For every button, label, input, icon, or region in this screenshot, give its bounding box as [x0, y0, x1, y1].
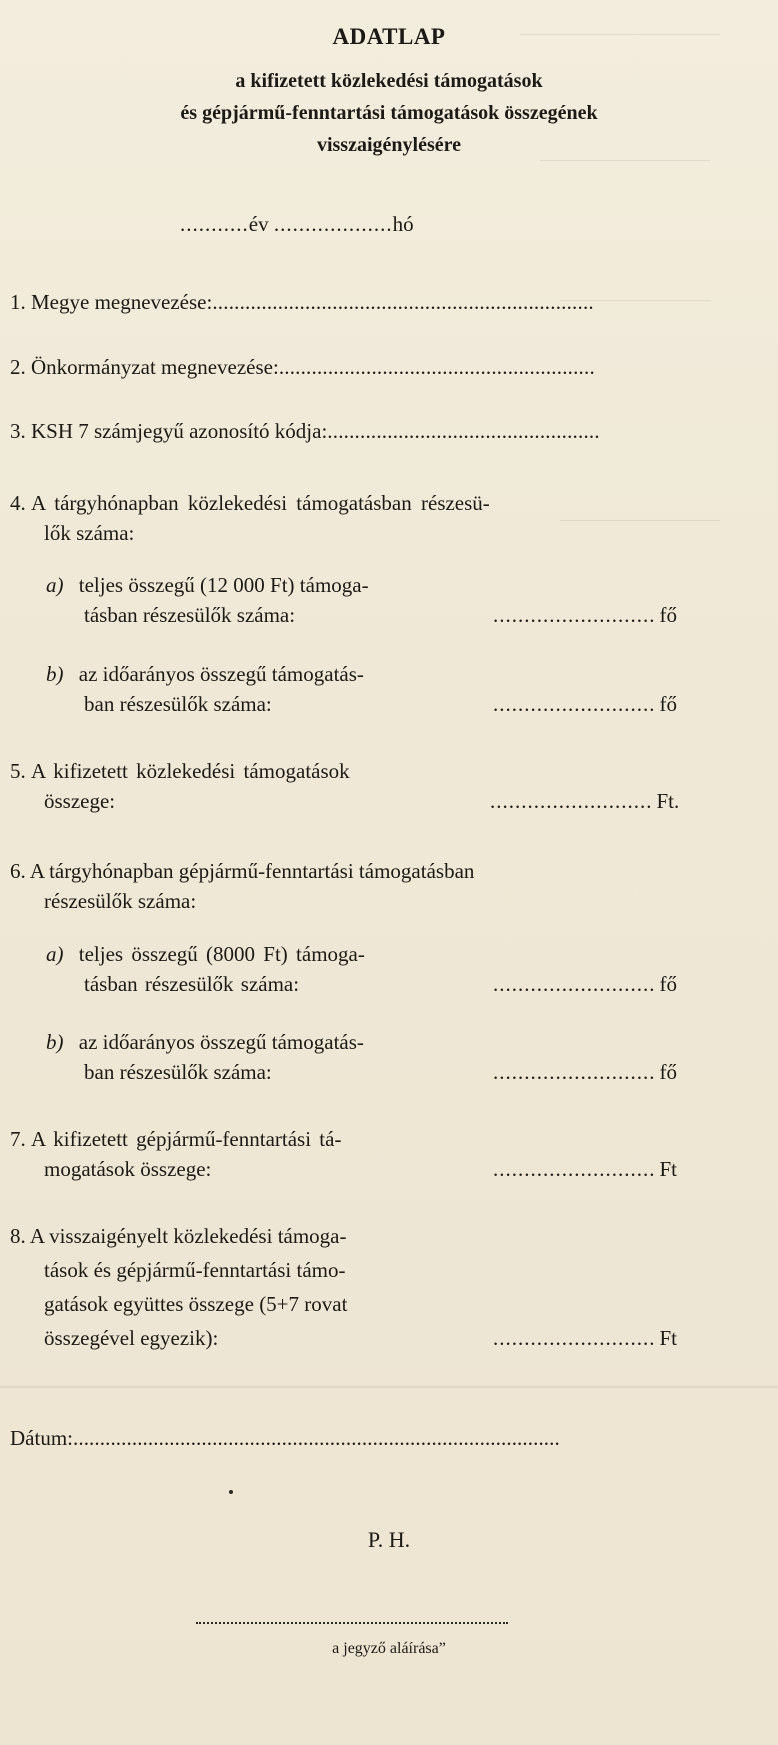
- month-field[interactable]: ...................: [273, 212, 393, 236]
- item-label: Megye megnevezése:: [31, 290, 213, 314]
- subitem-letter: b): [46, 1030, 64, 1054]
- item-2: [10, 352, 595, 382]
- item-4b-cont: [84, 689, 272, 719]
- full-vehicle-recipients-field[interactable]: ..........................: [493, 972, 656, 996]
- transport-support-total-field[interactable]: ..........................: [490, 789, 653, 813]
- unit-label: Ft.: [656, 789, 680, 813]
- item-4a: [46, 570, 369, 600]
- year-field[interactable]: ...........: [180, 212, 249, 236]
- item-label-line-1: A kifizetett közlekedési támogatások: [31, 759, 350, 783]
- subitem-letter: a): [46, 942, 64, 966]
- item-number: 1.: [10, 290, 26, 314]
- item-number: 8.: [10, 1224, 26, 1248]
- subitem-letter: a): [46, 573, 64, 597]
- item-label-line-1: A tárgyhónapban közlekedési támogatásban részesü-: [31, 491, 490, 515]
- item-1: [10, 287, 594, 317]
- subitem-letter: b): [46, 662, 64, 686]
- bleed-line: [540, 160, 710, 161]
- item-4-cont: [44, 518, 134, 548]
- item-label-line-2: mogatások összege:: [44, 1157, 212, 1181]
- item-label-line-2: részesülők száma:: [44, 889, 197, 913]
- combined-total-field[interactable]: ..........................: [493, 1326, 656, 1350]
- item-number: 2.: [10, 355, 26, 379]
- item-6a: [46, 939, 365, 969]
- item-number: 7.: [10, 1127, 26, 1151]
- section-divider: [0, 1386, 778, 1389]
- subitem-label-line-2: ban részesülők száma:: [84, 692, 272, 716]
- item-number: 3.: [10, 419, 26, 443]
- item-label: Önkormányzat megnevezése:: [31, 355, 279, 379]
- subitem-label-line-1: az időarányos összegű támogatás-: [78, 662, 364, 686]
- date-field[interactable]: ...........................................................................................: [73, 1426, 560, 1450]
- subitem-label-line-1: teljes összegű (12 000 Ft) támoga-: [78, 573, 369, 597]
- form-subtitle-line-1: a kifizetett közlekedési támogatások: [235, 70, 543, 92]
- item-7-cont: [44, 1154, 211, 1184]
- item-7-field: [493, 1154, 677, 1184]
- item-3: [10, 416, 600, 446]
- municipality-name-field[interactable]: ..........................................................: [278, 355, 595, 379]
- unit-label: fő: [659, 972, 677, 996]
- item-label-line-4: összegével egyezik):: [44, 1326, 219, 1350]
- item-8-cont-4: [44, 1323, 218, 1353]
- date-label: Dátum:: [10, 1426, 73, 1450]
- item-6a-cont: [84, 969, 299, 999]
- item-8-cont-2: [44, 1255, 345, 1285]
- item-8: [10, 1221, 347, 1251]
- item-6a-field: [493, 969, 677, 999]
- unit-label: fő: [659, 1060, 677, 1084]
- subitem-label-line-2: tásban részesülők száma:: [84, 972, 300, 996]
- bleed-line: [560, 520, 720, 521]
- period-line: [180, 212, 414, 237]
- item-label-line-2: lők száma:: [44, 521, 135, 545]
- stamp-placeholder: P. H.: [367, 1527, 411, 1552]
- item-6-cont: [44, 886, 196, 916]
- item-8-cont-3: [44, 1289, 347, 1319]
- item-4b-field: [493, 689, 677, 719]
- item-6b: [46, 1027, 364, 1057]
- unit-label: fő: [659, 692, 677, 716]
- form-subtitle-line-2: és gépjármű-fenntartási támogatások összegének: [180, 102, 598, 124]
- item-5-field: [490, 786, 679, 816]
- county-name-field[interactable]: ......................................................................: [212, 290, 594, 314]
- item-6b-field: [493, 1057, 677, 1087]
- item-label-line-3: gatások együttes összege (5+7 rovat: [44, 1292, 348, 1316]
- ksh-code-field[interactable]: ..................................................: [327, 419, 600, 443]
- full-transport-recipients-field[interactable]: ..........................: [493, 603, 656, 627]
- item-6b-cont: [84, 1057, 272, 1087]
- item-4b: [46, 659, 364, 689]
- item-label-line-1: A visszaigényelt közlekedési támoga-: [29, 1224, 347, 1248]
- vehicle-support-total-field[interactable]: ..........................: [493, 1157, 656, 1181]
- subitem-label-line-1: az időarányos összegű támogatás-: [78, 1030, 364, 1054]
- item-label-line-1: A tárgyhónapban gépjármű-fenntartási támogatásban: [29, 859, 475, 883]
- item-6: [10, 856, 474, 886]
- subitem-label-line-2: ban részesülők száma:: [84, 1060, 272, 1084]
- signature-label: a jegyző aláírása”: [332, 1640, 446, 1657]
- unit-label: fő: [659, 603, 677, 627]
- item-label-line-1: A kifizetett gépjármű-fenntartási tá-: [31, 1127, 342, 1151]
- subitem-label-line-1: teljes összegű (8000 Ft) támoga-: [78, 942, 365, 966]
- scan-speck: [229, 1490, 233, 1494]
- item-label: KSH 7 számjegyű azonosító kódja:: [31, 419, 328, 443]
- item-4a-field: [493, 600, 677, 630]
- item-5-cont: [44, 786, 115, 816]
- signature-field[interactable]: [196, 1622, 508, 1624]
- item-number: 4.: [10, 491, 26, 515]
- form-subtitle-line-3: visszaigénylésére: [316, 134, 462, 156]
- form-title: ADATLAP: [332, 24, 446, 49]
- month-label: hó: [392, 212, 414, 236]
- item-5: [10, 756, 350, 786]
- item-label-line-2: összege:: [44, 789, 116, 813]
- item-number: 5.: [10, 759, 26, 783]
- item-8-field: [493, 1323, 677, 1353]
- item-7: [10, 1124, 341, 1154]
- item-number: 6.: [10, 859, 26, 883]
- date-row: [10, 1423, 560, 1453]
- proportional-transport-recipients-field[interactable]: ..........................: [493, 692, 656, 716]
- unit-label: Ft: [659, 1157, 678, 1181]
- proportional-vehicle-recipients-field[interactable]: ..........................: [493, 1060, 656, 1084]
- item-4a-cont: [84, 600, 295, 630]
- item-label-line-2: tások és gépjármű-fenntartási támo-: [44, 1258, 346, 1282]
- unit-label: Ft: [659, 1326, 678, 1350]
- subitem-label-line-2: tásban részesülők száma:: [84, 603, 296, 627]
- item-4: [10, 488, 490, 518]
- year-label: év: [248, 212, 269, 236]
